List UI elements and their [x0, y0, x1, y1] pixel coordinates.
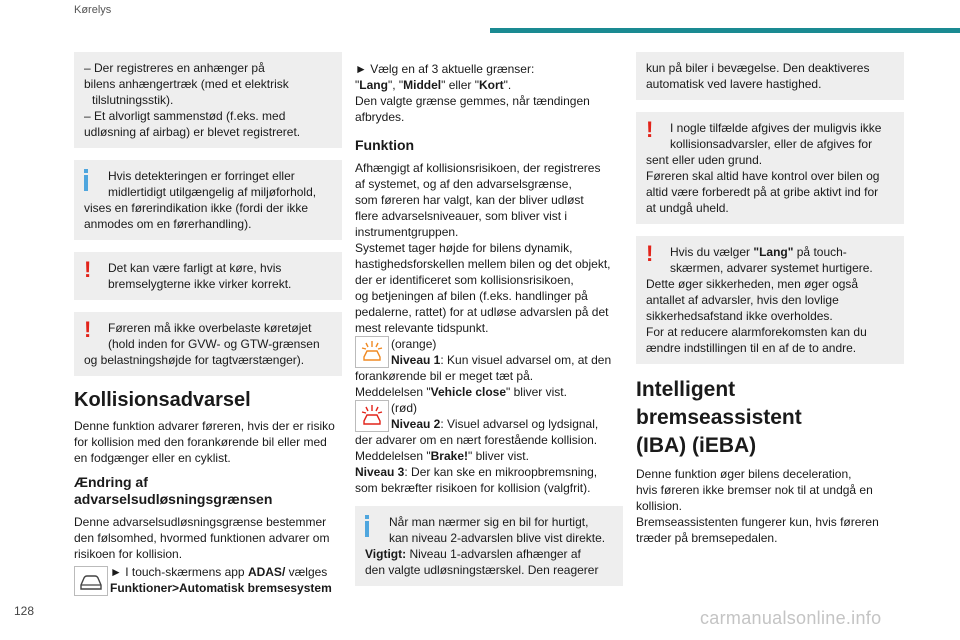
text-line: Det kan være farligt at køre, hvis — [108, 261, 282, 275]
warning-box — [74, 312, 342, 376]
text-line: Føreren skal altid have kontrol over bilen og — [646, 169, 880, 183]
paragraph: Afhængigt af kollisionsrisikoen, der registreres af systemet, og af den advarselsgrænse, som føreren har valgt, kan der bliver udløst flere advarselsniveauer, som bliver vist i instrumentgruppen. Systemet tager højde for bilens dynamik, hastighedsforskellen mellem bilen og det objekt, der er identificeret som kollisionsrisikoen, og betjeningen af bilen (f.eks. handlinger på pedalerne, rattet) for at udløse advarslen på det mest relevante tidspunkt. — [355, 161, 611, 335]
text-line: den valgte udløsningstærskel. Den reagerer — [365, 563, 599, 577]
text-line: kan niveau 2-advarslen blive vist direkte. — [389, 531, 606, 545]
text-line: Hvis detekteringen er forringet eller — [108, 169, 295, 183]
exclamation-icon: ! — [84, 257, 92, 282]
text-line: (hold inden for GVW- og GTW-grænsen — [108, 337, 320, 351]
text-line: og belastningshøjde for tagtværstænger). — [84, 353, 305, 367]
column-1 — [74, 52, 342, 596]
subsection-title: Funktion — [355, 137, 415, 153]
running-header: Kørelys — [74, 4, 112, 16]
car-icon — [74, 566, 108, 596]
paragraph: der advarer om en nært forestående kollision. Meddelelsen "Brake!" bliver vist. Niveau 3: Der kan ske en mikroopbremsning, som bekræfter risikoen for kollision (valgfrit). — [355, 433, 598, 495]
adas-instruction: ► I touch-skærmens app ADAS/ vælges Funktioner>Automatisk bremsesystem — [74, 564, 342, 596]
text-line: I nogle tilfælde afgives der muligvis ikke — [670, 121, 882, 135]
text-line: midlertidigt utilgængelig af miljøforhold, — [108, 185, 317, 199]
text-line: ændre indstillingen til en af de to andre. — [646, 341, 857, 355]
text-line: Dette øger sikkerheden, men øger også — [646, 277, 859, 291]
text-line: – Der registreres en anhænger på — [84, 61, 265, 75]
text-line: sent eller uden grund. — [646, 153, 763, 167]
exclamation-icon: ! — [84, 317, 92, 342]
level-2-block: (rød) Niveau 2: Visuel advarsel og lydsignal, — [355, 400, 623, 432]
text-line: Når man nærmer sig en bil for hurtigt, — [389, 515, 589, 529]
info-box: Når man nærmer sig en bil for hurtigt, kan niveau 2-advarslen blive vist direkte. Vigtigt: Niveau 1-advarslen afhænger af den valgte udløsningstærskel. Den reagerer — [355, 506, 623, 586]
section-title: Kollisionsadvarsel — [74, 389, 251, 411]
text-line: tilslutningsstik). — [92, 93, 174, 107]
exclamation-icon: ! — [646, 241, 654, 266]
text-line: automatisk ved lavere hastighed. — [646, 77, 822, 91]
text-line: skærmen, advarer systemet hurtigere. — [670, 261, 873, 275]
continued-info-box — [636, 52, 904, 100]
text-line: bilens anhængertræk (med et elektrisk — [84, 77, 289, 91]
exclamation-icon: ! — [646, 117, 654, 142]
subsection-title: Ændring af advarselsudløsningsgrænsen — [74, 474, 273, 507]
paragraph: ► Vælg en af 3 aktuelle grænser: "Lang", "Middel" eller "Kort". Den valgte grænse gemmes, når tændingen afbrydes. — [355, 62, 590, 124]
collision-alert-icon — [355, 336, 389, 368]
text-line: sikkerhedsafstand ikke overholdes. — [646, 309, 833, 323]
accent-bar — [490, 28, 960, 33]
column-2 — [355, 52, 623, 598]
text-line: kollisionsadvarsler, eller de afgives for — [670, 137, 873, 151]
continued-note-box — [74, 52, 342, 148]
paragraph: forankørende bil er meget tæt på. Meddelelsen "Vehicle close" bliver vist. — [355, 369, 567, 399]
text-line: antallet af advarsler, hvis den lovlige — [646, 293, 839, 307]
text-line: Føreren må ikke overbelaste køretøjet — [108, 321, 312, 335]
watermark: carmanualsonline.info — [700, 608, 882, 628]
paragraph: Denne advarselsudløsningsgrænse bestemmer den følsomhed, hvormed funktionen advarer om risikoen for kollision. — [74, 515, 330, 561]
level-1-block: (orange) Niveau 1: Kun visuel advarsel om, at den — [355, 336, 623, 368]
warning-box — [74, 252, 342, 300]
warning-box — [636, 112, 904, 224]
warning-box: ! Hvis du vælger "Lang" på touch- skærmen, advarer systemet hurtigere. Dette øger sikkerheden, men øger også antallet af advarsler, hvis den lovlige sikkerhedsafstand ikke overholdes. For at reducere alarmforekomsten kan du ændre indstillingen til en af de to andre. — [636, 236, 904, 364]
text-line: at undgå uheld. — [646, 201, 729, 215]
collision-alert-icon — [355, 400, 389, 432]
text-line: vises en førerindikation ikke (fordi der ikke — [84, 201, 309, 215]
text-line: – Et alvorligt sammenstød (f.eks. med — [84, 109, 286, 123]
text-line: For at reducere alarmforekomsten kan du — [646, 325, 867, 339]
text-line: kun på biler i bevægelse. Den deaktiveres — [646, 61, 870, 75]
page-number: 128 — [14, 604, 35, 618]
text-line: anmodes om en førerhandling). — [84, 217, 252, 231]
text-line: bremselygterne ikke virker korrekt. — [108, 277, 292, 291]
info-box — [74, 160, 342, 240]
text-line: udløsning af airbag) er blevet registreret. — [84, 125, 301, 139]
text-line: altid være forberedt på at gribe aktivt ind for — [646, 185, 879, 199]
paragraph: Denne funktion advarer føreren, hvis der er risiko for kollision med den forankørende bil eller med en fodgænger eller en cyklist. — [74, 419, 335, 465]
info-icon — [84, 175, 88, 191]
info-icon — [365, 521, 369, 537]
section-title: Intelligent bremseassistent (IBA) (iEBA) — [636, 378, 802, 457]
paragraph: Denne funktion øger bilens deceleration, hvis føreren ikke bremser nok til at undgå en kollision. Bremseassistenten fungerer kun, hvis føreren træder på bremsepedalen. — [636, 467, 879, 545]
column-3 — [636, 52, 904, 546]
